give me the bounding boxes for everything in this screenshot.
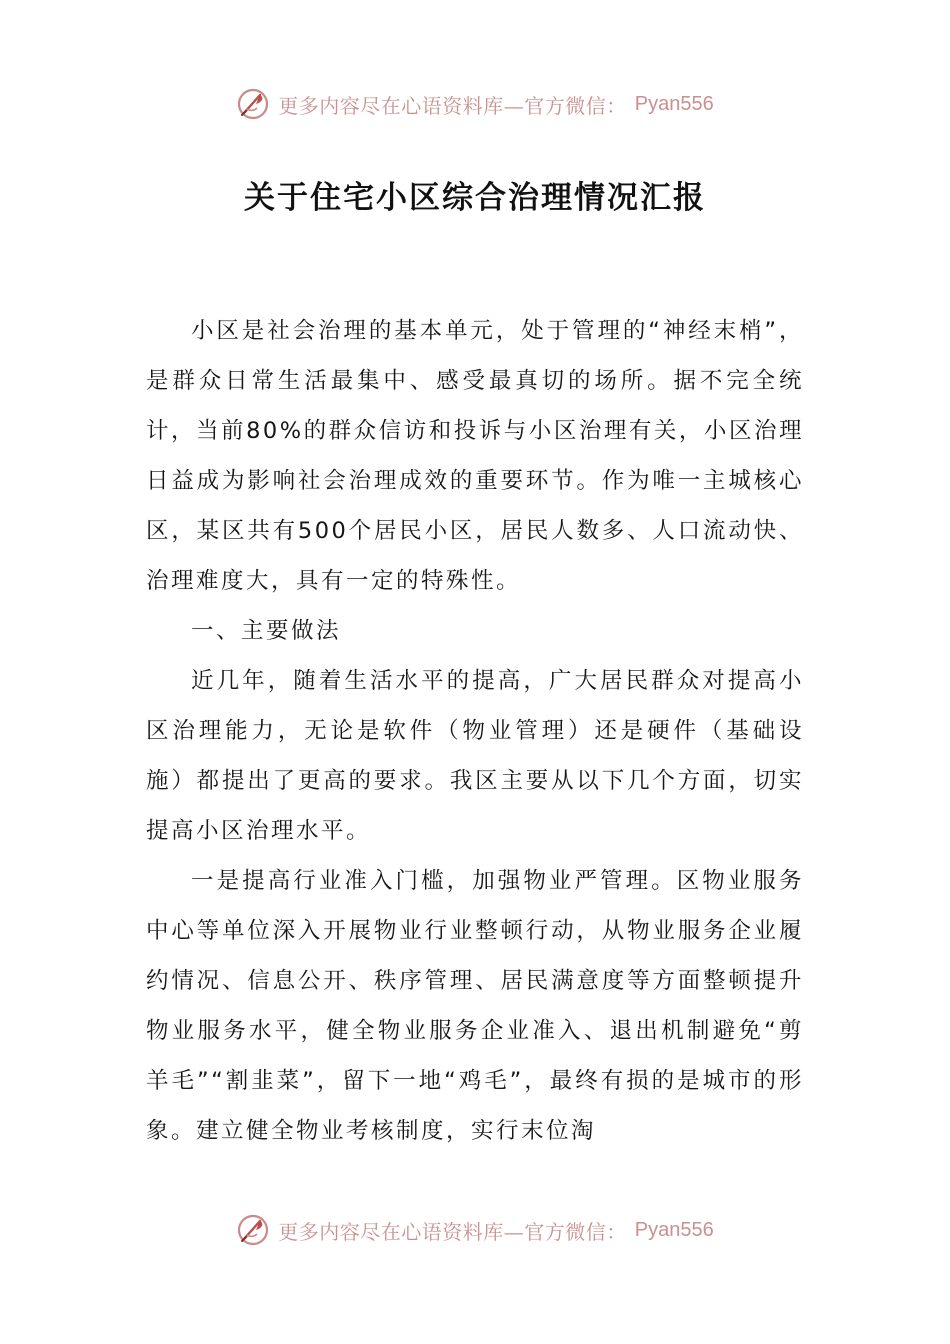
quill-pen-logo-icon [236,1213,270,1247]
header-banner-text: 更多内容尽在心语资料库—官方微信： [278,93,627,118]
body-paragraph: 一是提高行业准入门槛，加强物业严管理。区物业服务中心等单位深入开展物业行业整顿行动，从物业服务企业履约情况、信息公开、秩序管理、居民满意度等方面整顿提升物业服务水平，健全物业服务企业准入、退出机制避免“剪羊毛”“割韭菜”，留下一地“鸡毛”，最终有损的是城市的形象。建立健全物业考核制度，实行末位淘 [146,868,804,1144]
footer-watermark-banner [0,1208,950,1252]
document-body [146,306,804,1156]
body-paragraph: 近几年，随着生活水平的提高，广大居民群众对提高小区治理能力，无论是软件（物业管理）还是硬件（基础设施）都提出了更高的要求。我区主要从以下几个方面，切实提高小区治理水平。 [146,668,804,844]
intro-paragraph: 小区是社会治理的基本单元，处于管理的“神经末梢”，是群众日常生活最集中、感受最真切的场所。据不完全统计，当前80%的群众信访和投诉与小区治理有关，小区治理日益成为影响社会治理成效的重要环节。作为唯一主城核心区，某区共有500个居民小区，居民人数多、人口流动快、治理难度大，具有一定的特殊性。 [146,318,804,594]
header-banner-wechat-id: Pyan556 [634,92,714,115]
footer-banner-wechat-id: Pyan556 [634,1218,714,1241]
header-watermark-banner [0,82,950,126]
section-heading-main-practices: 一、主要做法 [191,618,342,644]
document-title: 关于住宅小区综合治理情况汇报 [244,180,706,216]
quill-pen-logo-icon [236,87,270,121]
footer-banner-text: 更多内容尽在心语资料库—官方微信： [278,1219,627,1244]
